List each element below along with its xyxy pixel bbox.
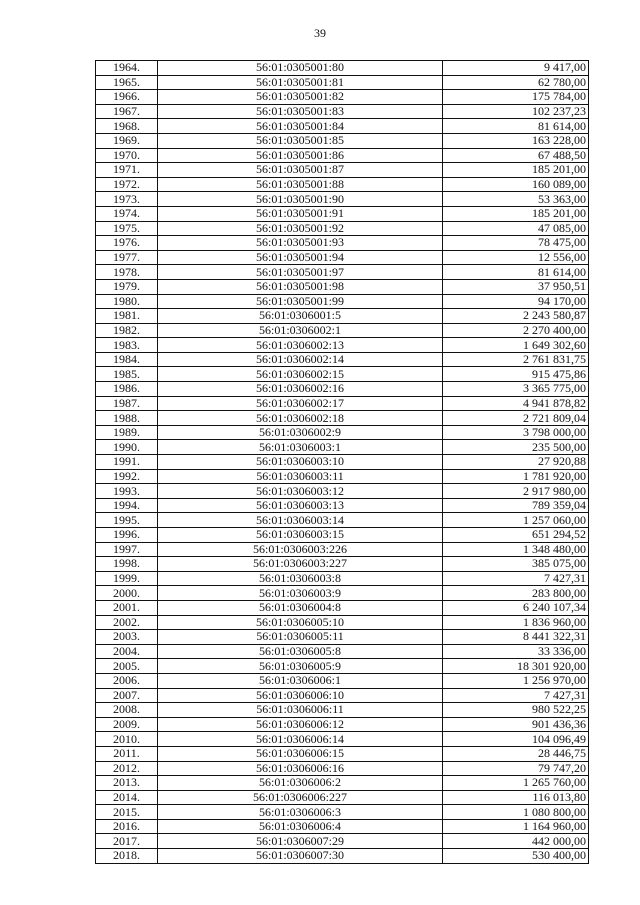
row-number-cell: 2016. (96, 819, 158, 834)
table-row (96, 717, 589, 732)
cadastral-value-cell: 18 301 920,00 (443, 659, 589, 674)
table-row (96, 119, 589, 134)
cadastral-value-cell: 980 522,25 (443, 703, 589, 718)
row-number-cell: 1994. (96, 498, 158, 513)
row-number-cell: 2010. (96, 732, 158, 747)
cadastral-value-cell: 7 427,31 (443, 688, 589, 703)
cadastral-number-cell: 56:01:0306003:10 (158, 455, 443, 470)
cadastral-number-cell: 56:01:0306003:15 (158, 528, 443, 543)
table-row (96, 411, 589, 426)
cadastral-number-cell: 56:01:0306006:14 (158, 732, 443, 747)
cadastral-value-cell: 2 270 400,00 (443, 323, 589, 338)
row-number-cell: 2005. (96, 659, 158, 674)
cadastral-value-cell: 2 243 580,87 (443, 309, 589, 324)
cadastral-number-cell: 56:01:0305001:83 (158, 104, 443, 119)
table-row (96, 425, 589, 440)
table-row (96, 367, 589, 382)
cadastral-value-cell: 8 441 322,31 (443, 630, 589, 645)
table-row (96, 148, 589, 163)
row-number-cell: 1997. (96, 542, 158, 557)
row-number-cell: 1987. (96, 396, 158, 411)
row-number-cell: 1986. (96, 382, 158, 397)
table-row (96, 294, 589, 309)
row-number-cell: 2004. (96, 644, 158, 659)
row-number-cell: 1968. (96, 119, 158, 134)
cadastral-value-cell: 185 201,00 (443, 206, 589, 221)
table-row (96, 805, 589, 820)
row-number-cell: 2009. (96, 717, 158, 732)
cadastral-number-cell: 56:01:0306006:2 (158, 776, 443, 791)
cadastral-number-cell: 56:01:0305001:85 (158, 133, 443, 148)
cadastral-value-cell: 3 798 000,00 (443, 425, 589, 440)
row-number-cell: 1969. (96, 133, 158, 148)
row-number-cell: 1977. (96, 250, 158, 265)
cadastral-number-cell: 56:01:0306005:11 (158, 630, 443, 645)
cadastral-number-cell: 56:01:0306006:4 (158, 819, 443, 834)
cadastral-value-cell: 2 761 831,75 (443, 352, 589, 367)
table-row (96, 250, 589, 265)
cadastral-number-cell: 56:01:0305001:88 (158, 177, 443, 192)
row-number-cell: 1995. (96, 513, 158, 528)
cadastral-value-cell: 9 417,00 (443, 61, 589, 76)
cadastral-value-cell: 27 920,88 (443, 455, 589, 470)
row-number-cell: 1982. (96, 323, 158, 338)
table-row (96, 133, 589, 148)
table-row (96, 236, 589, 251)
table-row (96, 484, 589, 499)
cadastral-number-cell: 56:01:0306003:8 (158, 571, 443, 586)
row-number-cell: 1980. (96, 294, 158, 309)
cadastral-value-cell: 1 836 960,00 (443, 615, 589, 630)
cadastral-value-cell: 1 256 970,00 (443, 673, 589, 688)
row-number-cell: 1965. (96, 75, 158, 90)
table-row (96, 819, 589, 834)
cadastral-value-cell: 12 556,00 (443, 250, 589, 265)
cadastral-number-cell: 56:01:0306002:1 (158, 323, 443, 338)
table-row (96, 177, 589, 192)
table-row (96, 104, 589, 119)
cadastral-number-cell: 56:01:0306005:8 (158, 644, 443, 659)
cadastral-number-cell: 56:01:0306006:10 (158, 688, 443, 703)
table-row (96, 571, 589, 586)
cadastral-value-cell: 175 784,00 (443, 90, 589, 105)
row-number-cell: 1975. (96, 221, 158, 236)
cadastral-number-cell: 56:01:0306006:15 (158, 746, 443, 761)
page-number: 39 (314, 26, 326, 40)
row-number-cell: 1992. (96, 469, 158, 484)
row-number-cell: 2015. (96, 805, 158, 820)
row-number-cell: 1972. (96, 177, 158, 192)
table-row (96, 323, 589, 338)
cadastral-number-cell: 56:01:0306006:3 (158, 805, 443, 820)
table-row (96, 469, 589, 484)
row-number-cell: 2008. (96, 703, 158, 718)
table-row (96, 265, 589, 280)
cadastral-number-cell: 56:01:0305001:87 (158, 163, 443, 178)
cadastral-value-cell: 442 000,00 (443, 834, 589, 849)
cadastral-number-cell: 56:01:0306003:12 (158, 484, 443, 499)
table-row (96, 790, 589, 805)
cadastral-value-cell: 47 085,00 (443, 221, 589, 236)
cadastral-number-cell: 56:01:0306005:10 (158, 615, 443, 630)
table-row (96, 761, 589, 776)
cadastral-number-cell: 56:01:0306005:9 (158, 659, 443, 674)
cadastral-number-cell: 56:01:0305001:97 (158, 265, 443, 280)
row-number-cell: 1971. (96, 163, 158, 178)
row-number-cell: 1998. (96, 557, 158, 572)
cadastral-number-cell: 56:01:0306006:1 (158, 673, 443, 688)
cadastral-value-cell: 1 649 302,60 (443, 338, 589, 353)
cadastral-value-cell: 53 363,00 (443, 192, 589, 207)
table-row (96, 221, 589, 236)
cadastral-number-cell: 56:01:0305001:98 (158, 279, 443, 294)
cadastral-number-cell: 56:01:0305001:84 (158, 119, 443, 134)
cadastral-value-cell: 1 265 760,00 (443, 776, 589, 791)
row-number-cell: 2006. (96, 673, 158, 688)
table-row (96, 61, 589, 76)
cadastral-number-cell: 56:01:0306002:17 (158, 396, 443, 411)
cadastral-number-cell: 56:01:0306003:14 (158, 513, 443, 528)
row-number-cell: 1964. (96, 61, 158, 76)
cadastral-number-cell: 56:01:0306006:12 (158, 717, 443, 732)
cadastral-value-cell: 6 240 107,34 (443, 600, 589, 615)
cadastral-value-cell: 37 950,51 (443, 279, 589, 294)
cadastral-value-cell: 81 614,00 (443, 265, 589, 280)
table-row (96, 586, 589, 601)
row-number-cell: 1989. (96, 425, 158, 440)
table-row (96, 644, 589, 659)
row-number-cell: 1990. (96, 440, 158, 455)
cadastral-value-cell: 651 294,52 (443, 528, 589, 543)
row-number-cell: 1996. (96, 528, 158, 543)
row-number-cell: 2017. (96, 834, 158, 849)
row-number-cell: 1981. (96, 309, 158, 324)
row-number-cell: 1988. (96, 411, 158, 426)
cadastral-value-cell: 33 336,00 (443, 644, 589, 659)
table-row (96, 513, 589, 528)
table-row (96, 338, 589, 353)
cadastral-number-cell: 56:01:0305001:90 (158, 192, 443, 207)
cadastral-number-cell: 56:01:0306003:11 (158, 469, 443, 484)
table-row (96, 732, 589, 747)
row-number-cell: 2003. (96, 630, 158, 645)
table-row (96, 279, 589, 294)
table-row (96, 90, 589, 105)
table-row (96, 396, 589, 411)
cadastral-number-cell: 56:01:0305001:86 (158, 148, 443, 163)
cadastral-value-cell: 160 089,00 (443, 177, 589, 192)
cadastral-value-cell: 7 427,31 (443, 571, 589, 586)
row-number-cell: 1985. (96, 367, 158, 382)
table-row (96, 600, 589, 615)
cadastral-number-cell: 56:01:0305001:93 (158, 236, 443, 251)
cadastral-value-cell: 185 201,00 (443, 163, 589, 178)
cadastral-number-cell: 56:01:0306002:18 (158, 411, 443, 426)
row-number-cell: 1983. (96, 338, 158, 353)
cadastral-value-cell: 283 800,00 (443, 586, 589, 601)
table-row (96, 192, 589, 207)
cadastral-value-cell: 235 500,00 (443, 440, 589, 455)
cadastral-number-cell: 56:01:0306003:13 (158, 498, 443, 513)
cadastral-number-cell: 56:01:0306003:226 (158, 542, 443, 557)
row-number-cell: 1978. (96, 265, 158, 280)
row-number-cell: 1999. (96, 571, 158, 586)
table-row (96, 659, 589, 674)
row-number-cell: 2013. (96, 776, 158, 791)
row-number-cell: 1976. (96, 236, 158, 251)
cadastral-number-cell: 56:01:0306003:227 (158, 557, 443, 572)
cadastral-number-cell: 56:01:0305001:99 (158, 294, 443, 309)
cadastral-value-cell: 3 365 775,00 (443, 382, 589, 397)
cadastral-value-cell: 67 488,50 (443, 148, 589, 163)
row-number-cell: 2000. (96, 586, 158, 601)
cadastral-number-cell: 56:01:0306002:13 (158, 338, 443, 353)
cadastral-number-cell: 56:01:0305001:94 (158, 250, 443, 265)
cadastral-value-cell: 2 721 809,04 (443, 411, 589, 426)
row-number-cell: 1970. (96, 148, 158, 163)
table-row (96, 352, 589, 367)
table-row (96, 557, 589, 572)
cadastral-number-cell: 56:01:0306007:29 (158, 834, 443, 849)
cadastral-value-cell: 81 614,00 (443, 119, 589, 134)
cadastral-value-cell: 104 096,49 (443, 732, 589, 747)
row-number-cell: 2011. (96, 746, 158, 761)
cadastral-number-cell: 56:01:0305001:82 (158, 90, 443, 105)
cadastral-value-cell: 4 941 878,82 (443, 396, 589, 411)
table-row (96, 746, 589, 761)
row-number-cell: 2018. (96, 849, 158, 864)
table-row (96, 206, 589, 221)
row-number-cell: 1993. (96, 484, 158, 499)
table-row (96, 834, 589, 849)
cadastral-value-cell: 1 348 480,00 (443, 542, 589, 557)
cadastral-value-cell: 2 917 980,00 (443, 484, 589, 499)
row-number-cell: 2001. (96, 600, 158, 615)
cadastral-number-cell: 56:01:0306004:8 (158, 600, 443, 615)
table-row (96, 498, 589, 513)
cadastral-value-cell: 94 170,00 (443, 294, 589, 309)
table-row (96, 630, 589, 645)
row-number-cell: 1991. (96, 455, 158, 470)
cadastral-number-cell: 56:01:0306002:14 (158, 352, 443, 367)
cadastral-value-cell: 1 164 960,00 (443, 819, 589, 834)
table-row (96, 542, 589, 557)
table-row (96, 673, 589, 688)
row-number-cell: 2007. (96, 688, 158, 703)
cadastral-number-cell: 56:01:0305001:80 (158, 61, 443, 76)
cadastral-value-cell: 28 446,75 (443, 746, 589, 761)
cadastral-value-cell: 79 747,20 (443, 761, 589, 776)
cadastral-number-cell: 56:01:0306003:1 (158, 440, 443, 455)
table-row (96, 615, 589, 630)
table-row (96, 703, 589, 718)
cadastral-value-cell: 116 013,80 (443, 790, 589, 805)
row-number-cell: 2012. (96, 761, 158, 776)
cadastral-number-cell: 56:01:0305001:91 (158, 206, 443, 221)
row-number-cell: 1979. (96, 279, 158, 294)
cadastral-value-cell: 1 781 920,00 (443, 469, 589, 484)
cadastral-value-cell: 62 780,00 (443, 75, 589, 90)
table-row (96, 528, 589, 543)
row-number-cell: 1984. (96, 352, 158, 367)
row-number-cell: 1974. (96, 206, 158, 221)
cadastral-number-cell: 56:01:0305001:92 (158, 221, 443, 236)
cadastral-value-cell: 1 257 060,00 (443, 513, 589, 528)
cadastral-number-cell: 56:01:0306007:30 (158, 849, 443, 864)
cadastral-value-cell: 163 228,00 (443, 133, 589, 148)
cadastral-number-cell: 56:01:0305001:81 (158, 75, 443, 90)
table-row (96, 776, 589, 791)
cadastral-number-cell: 56:01:0306001:5 (158, 309, 443, 324)
cadastral-value-cell: 789 359,04 (443, 498, 589, 513)
cadastral-value-cell: 385 075,00 (443, 557, 589, 572)
table-row (96, 688, 589, 703)
cadastral-value-cell: 78 475,00 (443, 236, 589, 251)
row-number-cell: 2002. (96, 615, 158, 630)
cadastral-number-cell: 56:01:0306002:9 (158, 425, 443, 440)
table-row (96, 849, 589, 864)
cadastral-value-cell: 915 475,86 (443, 367, 589, 382)
row-number-cell: 2014. (96, 790, 158, 805)
cadastral-value-cell: 901 436,36 (443, 717, 589, 732)
cadastral-number-cell: 56:01:0306006:11 (158, 703, 443, 718)
table-row (96, 75, 589, 90)
table-row (96, 455, 589, 470)
cadastral-value-cell: 102 237,23 (443, 104, 589, 119)
table-row (96, 440, 589, 455)
table-row (96, 163, 589, 178)
cadastral-value-cell: 530 400,00 (443, 849, 589, 864)
cadastral-number-cell: 56:01:0306003:9 (158, 586, 443, 601)
row-number-cell: 1967. (96, 104, 158, 119)
cadastral-number-cell: 56:01:0306002:15 (158, 367, 443, 382)
table-row (96, 382, 589, 397)
cadastral-value-cell: 1 080 800,00 (443, 805, 589, 820)
table-row (96, 309, 589, 324)
cadastral-number-cell: 56:01:0306002:16 (158, 382, 443, 397)
row-number-cell: 1966. (96, 90, 158, 105)
row-number-cell: 1973. (96, 192, 158, 207)
cadastral-number-cell: 56:01:0306006:16 (158, 761, 443, 776)
cadastral-number-cell: 56:01:0306006:227 (158, 790, 443, 805)
cadastral-value-table (95, 60, 589, 864)
